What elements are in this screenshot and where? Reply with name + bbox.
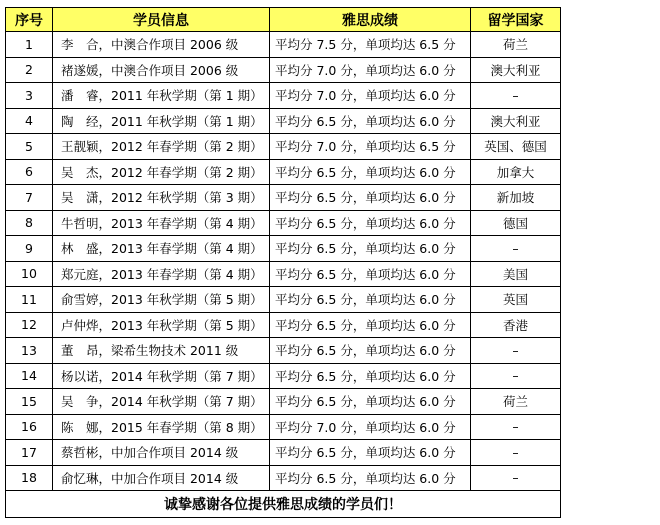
row-student-info: 陈 娜，2015 年春学期（第 8 期）	[53, 414, 270, 440]
row-ielts-score: 平均分 6.5 分，单项均达 6.0 分	[270, 363, 471, 389]
row-seq: 12	[6, 312, 53, 338]
row-seq: 18	[6, 465, 53, 491]
table-body	[6, 8, 561, 518]
thanks-note: 诚挚感谢各位提供雅思成绩的学员们！	[6, 491, 561, 518]
table-row	[6, 287, 561, 313]
row-country: 加拿大	[471, 159, 561, 185]
row-seq: 2	[6, 57, 53, 83]
row-student-info: 董 昂，梁希生物技术 2011 级	[53, 338, 270, 364]
row-ielts-score: 平均分 6.5 分，单项均达 6.0 分	[270, 465, 471, 491]
row-seq: 5	[6, 134, 53, 160]
row-ielts-score: 平均分 6.5 分，单项均达 6.0 分	[270, 108, 471, 134]
row-seq: 3	[6, 83, 53, 109]
row-seq: 7	[6, 185, 53, 211]
row-ielts-score: 平均分 6.5 分，单项均达 6.0 分	[270, 159, 471, 185]
row-country: –	[471, 236, 561, 262]
row-ielts-score: 平均分 6.5 分，单项均达 6.0 分	[270, 185, 471, 211]
table-row	[6, 159, 561, 185]
footer-row	[6, 491, 561, 518]
row-country: 荷兰	[471, 32, 561, 58]
table-row	[6, 312, 561, 338]
row-student-info: 蔡哲彬，中加合作项目 2014 级	[53, 440, 270, 466]
row-seq: 6	[6, 159, 53, 185]
row-seq: 8	[6, 210, 53, 236]
header-country: 留学国家	[471, 8, 561, 32]
table-row	[6, 210, 561, 236]
row-ielts-score: 平均分 6.5 分，单项均达 6.0 分	[270, 440, 471, 466]
row-ielts-score: 平均分 6.5 分，单项均达 6.0 分	[270, 261, 471, 287]
row-country: –	[471, 440, 561, 466]
table-row	[6, 389, 561, 415]
row-seq: 17	[6, 440, 53, 466]
row-student-info: 俞雪婷，2013 年秋学期（第 5 期）	[53, 287, 270, 313]
row-seq: 14	[6, 363, 53, 389]
row-ielts-score: 平均分 6.5 分，单项均达 6.0 分	[270, 236, 471, 262]
row-seq: 4	[6, 108, 53, 134]
row-seq: 9	[6, 236, 53, 262]
table-row	[6, 414, 561, 440]
row-ielts-score: 平均分 6.5 分，单项均达 6.0 分	[270, 210, 471, 236]
row-seq: 1	[6, 32, 53, 58]
row-country: –	[471, 338, 561, 364]
row-country: 英国	[471, 287, 561, 313]
row-seq: 11	[6, 287, 53, 313]
table-row	[6, 440, 561, 466]
row-country: 德国	[471, 210, 561, 236]
row-student-info: 杨以诺，2014 年秋学期（第 7 期）	[53, 363, 270, 389]
row-ielts-score: 平均分 6.5 分，单项均达 6.0 分	[270, 389, 471, 415]
row-country: 美国	[471, 261, 561, 287]
row-country: –	[471, 363, 561, 389]
header-score: 雅思成绩	[270, 8, 471, 32]
row-student-info: 李 合，中澳合作项目 2006 级	[53, 32, 270, 58]
row-country: 澳大利亚	[471, 57, 561, 83]
table-row	[6, 465, 561, 491]
header-row	[6, 8, 561, 32]
row-ielts-score: 平均分 7.0 分，单项均达 6.0 分	[270, 57, 471, 83]
row-ielts-score: 平均分 6.5 分，单项均达 6.0 分	[270, 338, 471, 364]
table-row	[6, 261, 561, 287]
row-student-info: 林 盛，2013 年春学期（第 4 期）	[53, 236, 270, 262]
row-seq: 16	[6, 414, 53, 440]
row-student-info: 俞忆琳，中加合作项目 2014 级	[53, 465, 270, 491]
row-country: 香港	[471, 312, 561, 338]
row-country: –	[471, 83, 561, 109]
row-country: 英国、德国	[471, 134, 561, 160]
table-row	[6, 83, 561, 109]
row-student-info: 陶 经，2011 年秋学期（第 1 期）	[53, 108, 270, 134]
row-student-info: 褚遂媛，中澳合作项目 2006 级	[53, 57, 270, 83]
row-student-info: 吴 杰，2012 年春学期（第 2 期）	[53, 159, 270, 185]
row-student-info: 王靓颖，2012 年春学期（第 2 期）	[53, 134, 270, 160]
row-country: 荷兰	[471, 389, 561, 415]
row-seq: 13	[6, 338, 53, 364]
row-student-info: 郑元庭，2013 年春学期（第 4 期）	[53, 261, 270, 287]
row-student-info: 吴 潇，2012 年秋学期（第 3 期）	[53, 185, 270, 211]
row-student-info: 潘 睿，2011 年秋学期（第 1 期）	[53, 83, 270, 109]
row-student-info: 吴 争，2014 年秋学期（第 7 期）	[53, 389, 270, 415]
table-row	[6, 338, 561, 364]
table-row	[6, 57, 561, 83]
row-country: –	[471, 465, 561, 491]
table-row	[6, 134, 561, 160]
header-seq: 序号	[6, 8, 53, 32]
row-ielts-score: 平均分 7.0 分，单项均达 6.0 分	[270, 414, 471, 440]
row-country: 澳大利亚	[471, 108, 561, 134]
table-row	[6, 108, 561, 134]
row-country: –	[471, 414, 561, 440]
row-ielts-score: 平均分 6.5 分，单项均达 6.0 分	[270, 287, 471, 313]
header-info: 学员信息	[53, 8, 270, 32]
row-student-info: 牛哲明，2013 年春学期（第 4 期）	[53, 210, 270, 236]
row-student-info: 卢仲烨，2013 年秋学期（第 5 期）	[53, 312, 270, 338]
table-row	[6, 236, 561, 262]
ielts-score-table	[5, 7, 561, 518]
table-row	[6, 185, 561, 211]
row-ielts-score: 平均分 7.0 分，单项均达 6.0 分	[270, 83, 471, 109]
row-country: 新加坡	[471, 185, 561, 211]
row-ielts-score: 平均分 7.0 分，单项均达 6.5 分	[270, 134, 471, 160]
table-row	[6, 32, 561, 58]
row-ielts-score: 平均分 6.5 分，单项均达 6.0 分	[270, 312, 471, 338]
row-ielts-score: 平均分 7.5 分，单项均达 6.5 分	[270, 32, 471, 58]
row-seq: 10	[6, 261, 53, 287]
table-row	[6, 363, 561, 389]
row-seq: 15	[6, 389, 53, 415]
